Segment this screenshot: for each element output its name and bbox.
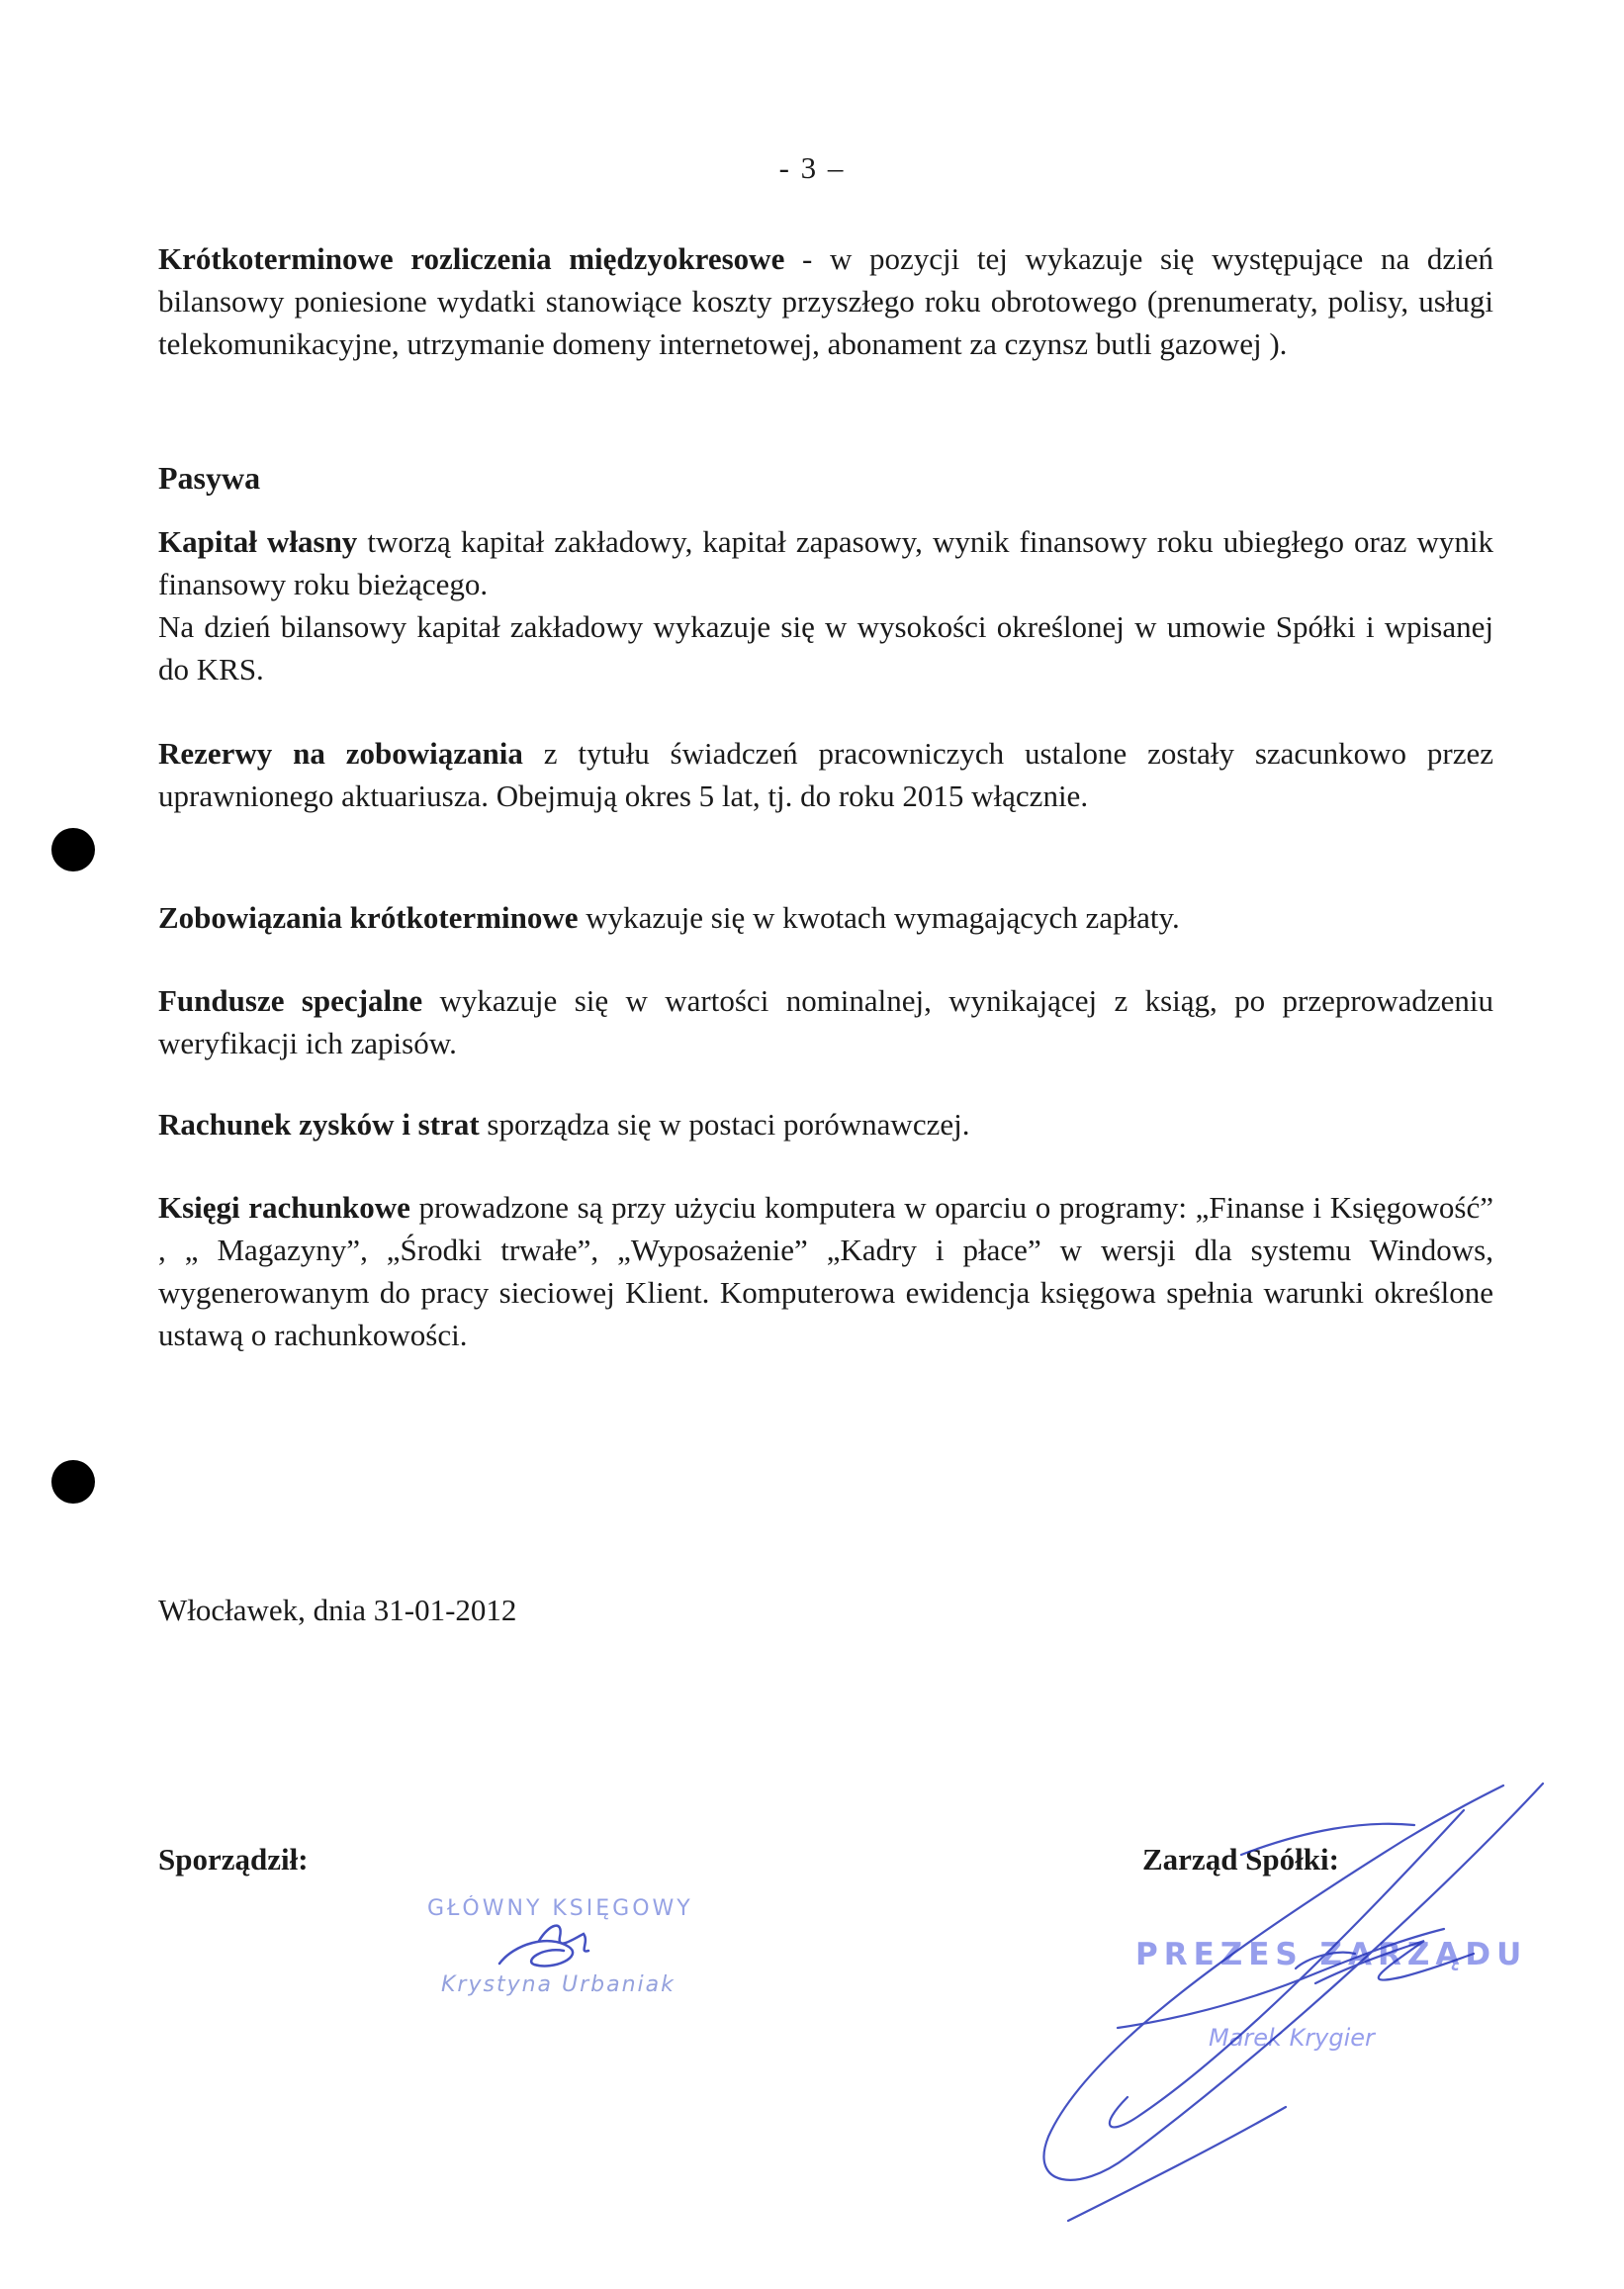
paragraph-equity	[158, 520, 1493, 690]
president-stamp-name: Marek Krygier	[1209, 2024, 1375, 2052]
paragraph-accounting-books	[158, 1186, 1493, 1356]
text-equity: tworzą kapitał zakładowy, kapitał zapasowy, wynik finansowy roku ubiegłego oraz wynik finansowy roku bieżącego.	[158, 524, 1493, 601]
heading-liabilities: Pasywa	[158, 460, 261, 496]
paragraph-short-term-liabilities	[158, 896, 1493, 939]
accountant-stamp-name: Krystyna Urbaniak	[441, 1972, 676, 1997]
term-provisions: Rezerwy na zobowiązania	[158, 736, 523, 771]
text-equity-2: Na dzień bilansowy kapitał zakładowy wykazuje się w wysokości określonej w umowie Spółki i wpisanej do KRS.	[158, 609, 1493, 687]
text-short-term-liabilities: wykazuje się w kwotach wymagających zapłaty.	[578, 900, 1180, 935]
board-label: Zarząd Spółki:	[1142, 1842, 1339, 1877]
punch-hole-upper	[51, 828, 95, 871]
term-special-funds: Fundusze specjalne	[158, 983, 423, 1018]
text-special-funds: wykazuje się w wartości nominalnej, wynikającej z ksiąg, po przeprowadzeniu weryfikacji ich zapisów.	[158, 983, 1493, 1060]
text-provisions: z tytułu świadczeń pracowniczych ustalone zostały szacunkowo przez uprawnionego aktuariusza. Obejmują okres 5 lat, tj. do roku 2015 włącznie.	[158, 736, 1494, 813]
text-accruals: - w pozycji tej wykazuje się występujące na dzień bilansowy poniesione wydatki stanowiące koszty przyszłego roku obrotowego (prenumeraty, polisy, usługi telekomunikacyjne, utrzymanie domeny internetowej, abonament za czynsz butli gazowej ).	[158, 241, 1493, 361]
accountant-signature	[499, 1926, 588, 1967]
president-stamp-title: PREZES ZARZĄDU	[1135, 1937, 1528, 1972]
paragraph-accruals	[158, 237, 1493, 365]
accountant-stamp-title: GŁÓWNY KSIĘGOWY	[427, 1896, 693, 1921]
term-accruals: Krótkoterminowe rozliczenia międzyokresowe	[158, 241, 785, 276]
punch-hole-lower	[51, 1460, 95, 1504]
term-short-term-liabilities: Zobowiązania krótkoterminowe	[158, 900, 579, 935]
term-income-statement: Rachunek zysków i strat	[158, 1107, 480, 1142]
place-and-date: Włocławek, dnia 31-01-2012	[158, 1593, 517, 1627]
page-number: - 3 –	[778, 150, 846, 185]
paragraph-income-statement	[158, 1103, 1493, 1145]
text-income-statement: sporządza się w postaci porównawczej.	[479, 1107, 970, 1142]
text-accounting-books: prowadzone są przy użyciu komputera w oparciu o programy: „Finanse i Księgowość” , „ Magazyny”, „Środki trwałe”, „Wyposażenie” „Kadry i płace” w wersji dla systemu Windows, wygenerowanym do pracy sieciowej Klient. Komputerowa ewidencja księgowa spełnia warunki określone ustawą o rachunkowości.	[158, 1190, 1494, 1352]
term-equity: Kapitał własny	[158, 524, 358, 559]
prepared-by-label: Sporządził:	[158, 1842, 309, 1877]
paragraph-special-funds	[158, 979, 1493, 1064]
term-accounting-books: Księgi rachunkowe	[158, 1190, 410, 1225]
paragraph-provisions	[158, 732, 1493, 817]
